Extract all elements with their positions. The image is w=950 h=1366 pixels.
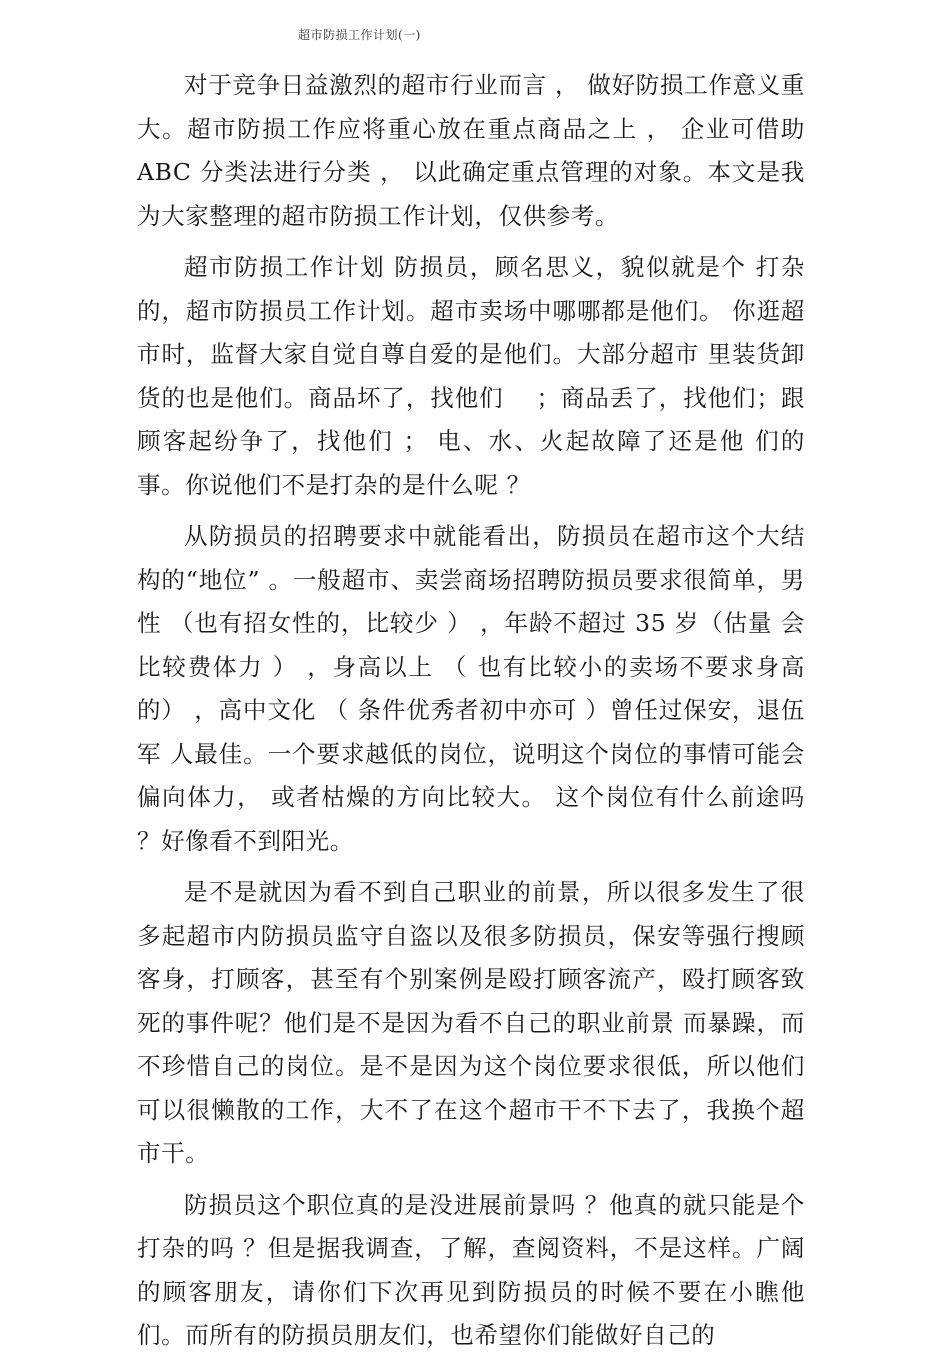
paragraph-recruitment: 从防损员的招聘要求中就能看出，防损员在超市这个大结构的“地位” 。一般超市、卖尝商场招聘防损员要求很简单，男性 （也有招女性的，比较少 ） ，年龄不超过 35 岁（估量 会比较费体力 ） ，身高以上 （ 也有比较小的卖场不要求身高 的） ，高中文化 （ 条件优秀者初中亦可 ）曾任过保安，退伍军 人最佳。一个要求越低的岗位，说明这个岗位的事情可能会 偏向体力， 或者枯燥的方向比较大。 这个岗位有什么前途吗 ？好像看不到阳光。 [137,522,805,855]
running-header: 超市防损工作计划(一) [298,28,421,42]
paragraph-role-description: 超市防损工作计划 防损员，顾名思义，貌似就是个 打杂的，超市防损员工作计划。超市卖场中哪哪都是他们。 你逛超市时，监督大家自觉自尊自爱的是他们。大部分超市 里装货卸货的也是他们。商品坏了，找他们 ；商品丢了，找他们；跟顾客起纷争了，找他们 ； 电、水、火起故障了还是他 们的事。你说他们不是打杂的是什么呢 ？ [137,253,805,499]
paragraph-prospects: 防损员这个职位真的是没进展前景吗 ？他真的就只能是个打杂的吗 ？但是据我调查，了解，查阅资料，不是这样。广阔的顾客朋友，请你们下次再见到防损员的时候不要在小瞧他们。而所有的防损员朋友们，也希望你们能做好自己的 [137,1190,805,1349]
paragraph-incidents: 是不是就因为看不到自己职业的前景，所以很多发生了很多起超市内防损员监守自盗以及很多防损员，保安等强行搜顾客身，打顾客，甚至有个别案例是殴打顾客流产，殴打顾客致死的事件呢？他们是不是因为看不自己的职业前景 而暴躁，而不珍惜自己的岗位。是不是因为这个岗位要求很低，所以他们可以很懒散的工作，大不了在这个超市干不下去了，我换个超市干。 [137,878,805,1167]
paragraph-intro: 对于竞争日益激烈的超市行业而言 ， 做好防损工作意义重大。超市防损工作应将重心放在重点商品之上 ， 企业可借助 ABC 分类法进行分类 ， 以此确定重点管理的对象。本文是我为大家整理的超市防损工作计划，仅供参考。 [137,71,805,230]
document-body [137,64,805,1366]
